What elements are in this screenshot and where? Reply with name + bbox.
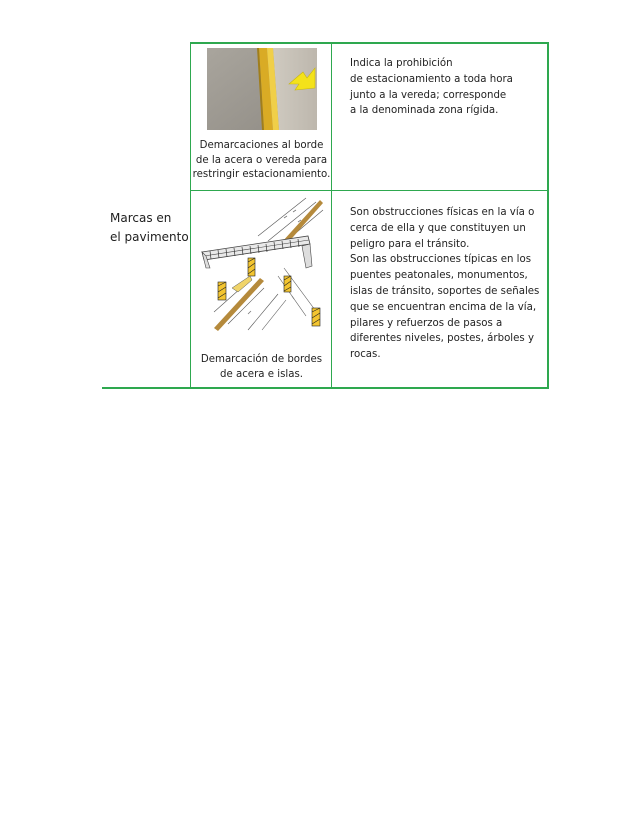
section-label-line: el pavimento <box>110 230 189 244</box>
description-line: Indica la prohibición <box>350 58 453 69</box>
description-line: que se encuentran encima de la vía, <box>350 301 537 313</box>
road-bridge-islands-diagram-icon <box>198 196 326 331</box>
description-line: a la denominada zona rígida. <box>350 105 499 117</box>
description-line: rocas. <box>350 349 381 361</box>
section-label <box>110 209 190 247</box>
caption-line: Demarcaciones al borde <box>199 140 324 151</box>
row2-description <box>350 205 545 363</box>
description-line: peligro para el tránsito. <box>350 238 470 250</box>
table-top-border <box>191 42 548 44</box>
description-line: Son las obstrucciones típicas en los <box>350 254 532 266</box>
caption-line: de acera e islas. <box>219 368 304 380</box>
caption-line: Demarcación de bordes <box>200 354 323 365</box>
description-line: pilares y refuerzos de pasos a <box>350 317 503 329</box>
description-line: islas de tránsito, soportes de señales <box>350 285 540 297</box>
section-label-line: Marcas en <box>110 211 172 225</box>
row2-caption <box>192 353 331 382</box>
row1-description <box>350 56 540 119</box>
description-line: junto a la vereda; corresponde <box>350 89 507 101</box>
caption-line: restringir estacionamiento. <box>192 169 331 180</box>
table-left-border <box>190 42 191 389</box>
description-line: cerca de ella y que constituyen un <box>350 222 526 234</box>
table-bottom-border <box>102 387 548 389</box>
description-line: puentes peatonales, monumentos, <box>350 270 528 282</box>
curb-yellow-paint-photo-icon <box>207 48 317 130</box>
caption-line: de la acera o vereda para <box>195 154 328 166</box>
table-right-border <box>547 42 549 389</box>
row-divider <box>191 190 548 191</box>
description-line: Son obstrucciones físicas en la vía o <box>350 207 535 218</box>
row1-caption <box>192 139 331 183</box>
column-divider <box>331 42 332 389</box>
description-line: diferentes niveles, postes, árboles y <box>350 333 534 345</box>
description-line: de estacionamiento a toda hora <box>350 73 513 85</box>
